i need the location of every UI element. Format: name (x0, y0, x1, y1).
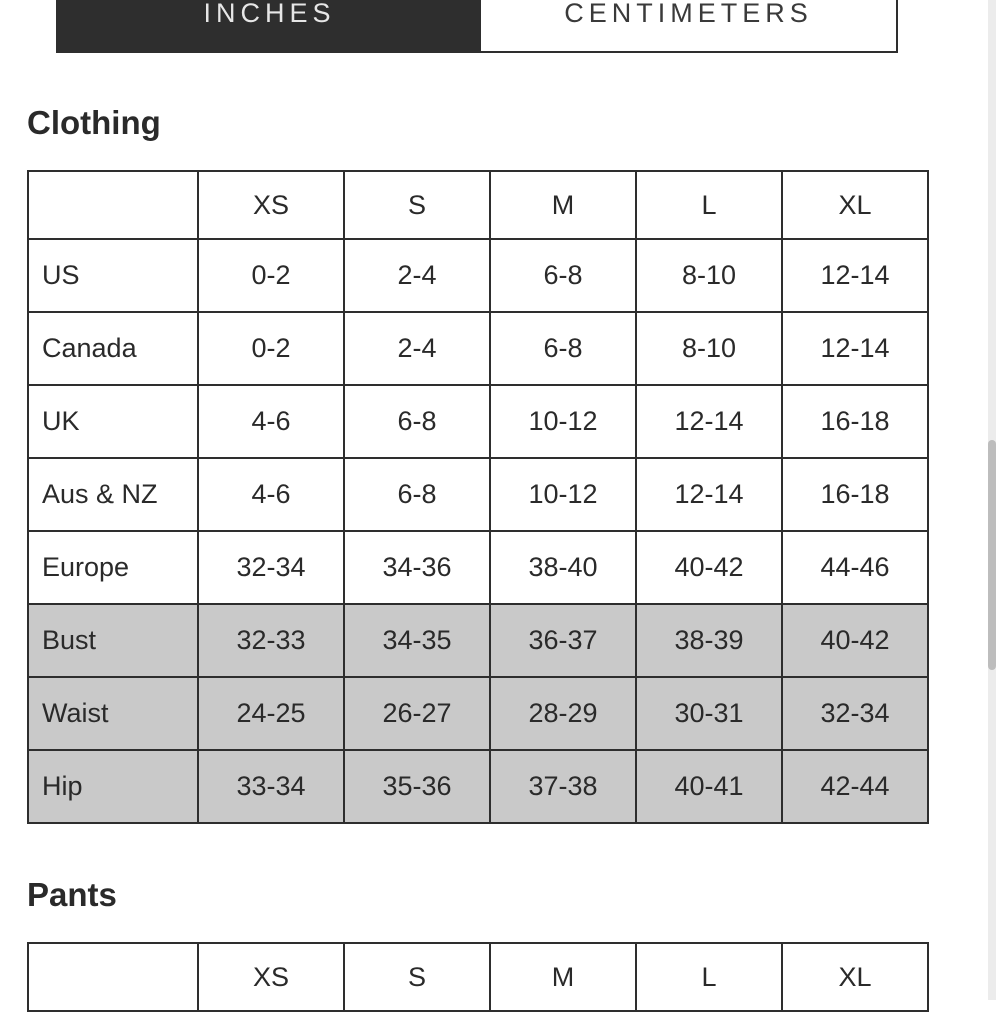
row-label: Aus & NZ (28, 458, 198, 531)
table-cell: 2-4 (344, 312, 490, 385)
table-row-canada (28, 312, 928, 385)
row-label: Canada (28, 312, 198, 385)
table-cell: 6-8 (344, 458, 490, 531)
row-label: UK (28, 385, 198, 458)
table-cell: 33-34 (198, 750, 344, 823)
table-cell: 16-18 (782, 385, 928, 458)
table-cell: 28-29 (490, 677, 636, 750)
row-label: Europe (28, 531, 198, 604)
table-cell: 40-41 (636, 750, 782, 823)
header-cell-xs: XS (198, 171, 344, 239)
table-cell: 38-40 (490, 531, 636, 604)
table-cell: 8-10 (636, 312, 782, 385)
table-cell: 24-25 (198, 677, 344, 750)
table-cell: 34-35 (344, 604, 490, 677)
table-cell: 32-33 (198, 604, 344, 677)
table-cell: 44-46 (782, 531, 928, 604)
row-label: Waist (28, 677, 198, 750)
row-label: US (28, 239, 198, 312)
table-cell: 40-42 (782, 604, 928, 677)
table-header-row (28, 943, 928, 1011)
pants-size-table (27, 942, 929, 1012)
unit-tabs (56, 0, 898, 53)
table-cell: 32-34 (198, 531, 344, 604)
table-cell: 38-39 (636, 604, 782, 677)
table-cell: 10-12 (490, 385, 636, 458)
header-cell-l: L (636, 943, 782, 1011)
table-cell: 4-6 (198, 385, 344, 458)
table-cell: 10-12 (490, 458, 636, 531)
table-row-europe (28, 531, 928, 604)
clothing-section-title: Clothing (27, 104, 161, 141)
header-cell-m: M (490, 943, 636, 1011)
table-row-waist (28, 677, 928, 750)
table-cell: 32-34 (782, 677, 928, 750)
page-scrollbar[interactable] (988, 0, 996, 1000)
table-row-uk (28, 385, 928, 458)
table-cell: 30-31 (636, 677, 782, 750)
tab-inches[interactable]: INCHES (58, 0, 481, 51)
header-cell-s: S (344, 943, 490, 1011)
header-cell-xl: XL (782, 943, 928, 1011)
table-cell: 12-14 (782, 239, 928, 312)
pants-section-title: Pants (27, 876, 117, 913)
table-cell: 0-2 (198, 239, 344, 312)
table-header-row (28, 171, 928, 239)
header-cell-empty (28, 943, 198, 1011)
table-cell: 0-2 (198, 312, 344, 385)
table-cell: 12-14 (636, 385, 782, 458)
header-cell-empty (28, 171, 198, 239)
table-cell: 34-36 (344, 531, 490, 604)
table-cell: 4-6 (198, 458, 344, 531)
table-cell: 37-38 (490, 750, 636, 823)
table-cell: 40-42 (636, 531, 782, 604)
row-label: Bust (28, 604, 198, 677)
table-row-us (28, 239, 928, 312)
table-cell: 42-44 (782, 750, 928, 823)
table-cell: 12-14 (636, 458, 782, 531)
table-cell: 6-8 (344, 385, 490, 458)
table-cell: 36-37 (490, 604, 636, 677)
table-cell: 35-36 (344, 750, 490, 823)
clothing-size-table (27, 170, 929, 824)
table-cell: 16-18 (782, 458, 928, 531)
tab-centimeters[interactable]: CENTIMETERS (481, 0, 896, 51)
table-row-hip (28, 750, 928, 823)
table-cell: 8-10 (636, 239, 782, 312)
header-cell-l: L (636, 171, 782, 239)
table-cell: 26-27 (344, 677, 490, 750)
table-cell: 6-8 (490, 239, 636, 312)
header-cell-xs: XS (198, 943, 344, 1011)
row-label: Hip (28, 750, 198, 823)
table-row-bust (28, 604, 928, 677)
scrollbar-thumb[interactable] (988, 440, 996, 670)
header-cell-m: M (490, 171, 636, 239)
header-cell-s: S (344, 171, 490, 239)
table-cell: 12-14 (782, 312, 928, 385)
table-row-aus-nz (28, 458, 928, 531)
table-cell: 6-8 (490, 312, 636, 385)
table-cell: 2-4 (344, 239, 490, 312)
header-cell-xl: XL (782, 171, 928, 239)
